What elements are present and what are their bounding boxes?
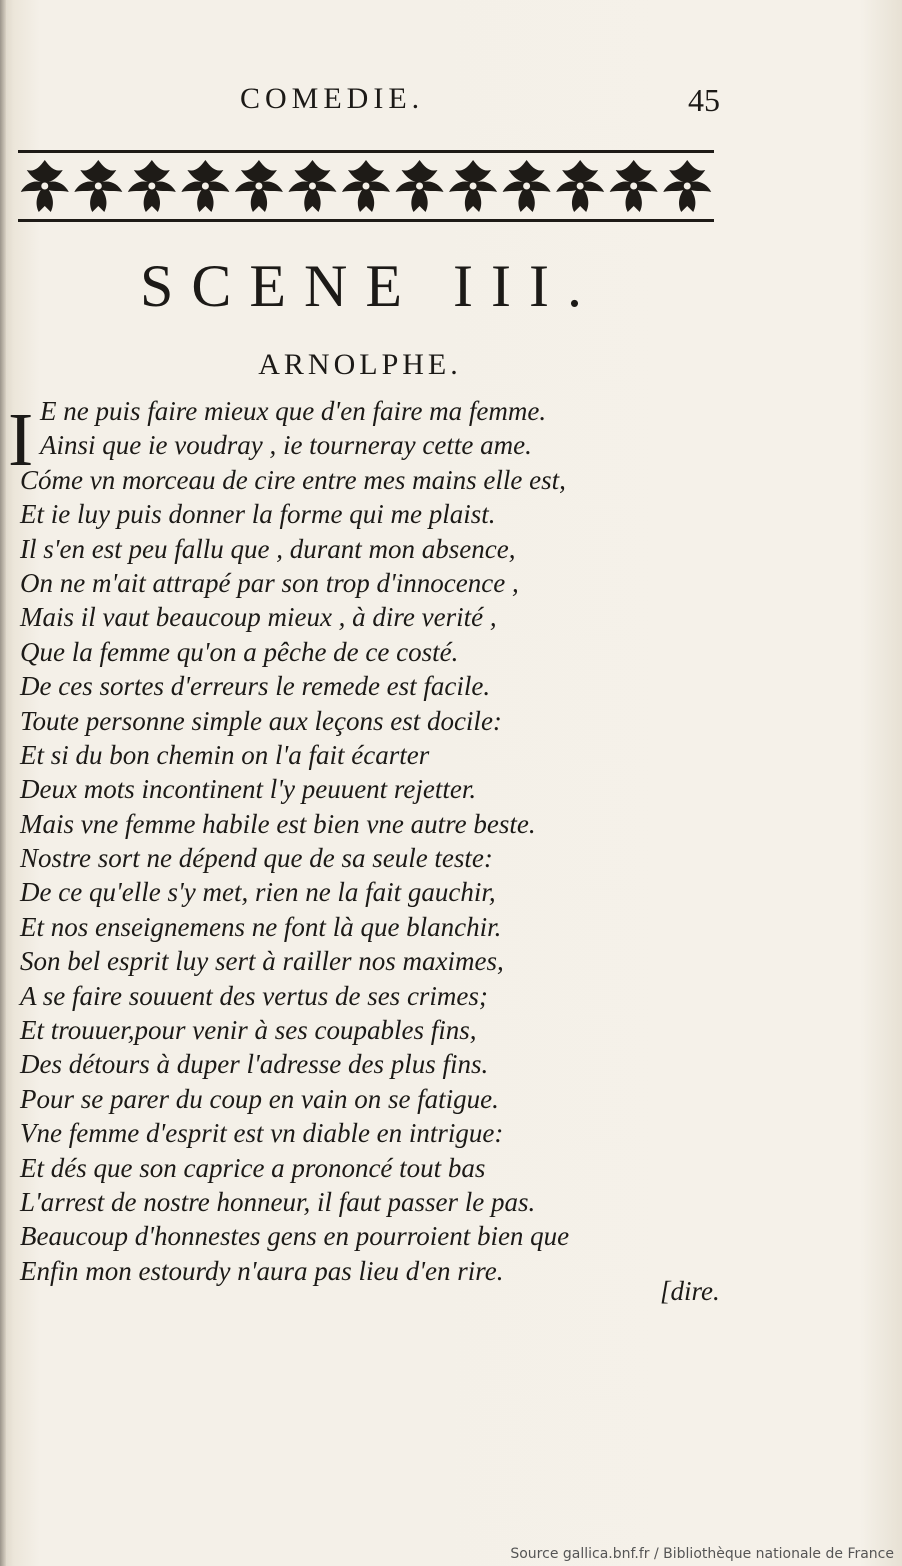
verse-line: Beaucoup d'honnestes gens en pourroient bien que [20,1221,570,1252]
speaker-name: ARNOLPHE. [258,348,462,381]
fleuron-icon [449,160,497,212]
verse-line: Ainsi que ie voudray , ie tourneray cette ame. [40,430,532,461]
verse-line: De ces sortes d'erreurs le remede est facile. [20,671,491,702]
verse-line: Il s'en est peu fallu que , durant mon absence, [20,533,516,564]
fleuron-band-icon [18,150,714,222]
catchword: [dire. [660,1276,720,1306]
verse-line: Cóme vn morceau de cire entre mes mains elle est, [20,464,566,495]
verse-block [20,394,760,1288]
verse-line: Et nos enseignemens ne font là que blanchir. [20,911,502,942]
fleuron-icon [181,160,229,212]
fleuron-icon [396,160,444,212]
fleuron-icon [235,160,283,212]
verse-line: Que la femme qu'on a pêche de ce costé. [20,636,459,667]
verse-line: L'arrest de nostre honneur, il faut passer le pas. [20,1186,536,1217]
verse-line: Et trouuer,pour venir à ses coupables fins, [20,1015,477,1046]
verse-line: On ne m'ait attrapé par son trop d'innocence , [20,567,519,598]
verse-line: Mais vne femme habile est bien vne autre beste. [20,808,536,839]
verse-line: Son bel esprit luy sert à railler nos maximes, [20,946,504,977]
verse-line: Enfin mon estourdy n'aura pas lieu d'en rire. [20,1255,504,1286]
verse-line: Des détours à duper l'adresse des plus fins. [20,1049,489,1080]
verse-line: Nostre sort ne dépend que de sa seule teste: [20,843,493,874]
verse-line: Et dés que son caprice a prononcé tout bas [20,1152,486,1183]
verse-line: Et ie luy puis donner la forme qui me plaist. [20,499,496,530]
source-credit: Source gallica.bnf.fr / Bibliothèque nationale de France [510,1546,894,1562]
scene-title: SCENE III. [140,253,600,319]
verse-line: E ne puis faire mieux que d'en faire ma femme. [40,396,547,426]
page-number: 45 [688,82,720,118]
verse-line: Pour se parer du coup en vain on se fatigue. [20,1083,499,1114]
fleuron-icon [21,160,69,212]
fleuron-icon [342,160,390,212]
fleuron-icon [503,160,551,212]
verse-line: A se faire souuent des vertus de ses crimes; [20,980,488,1011]
running-head: COMEDIE. [240,82,425,115]
verse-line: Vne femme d'esprit est vn diable en intrigue: [20,1118,504,1149]
fleuron-icon [610,160,658,212]
verse-line: Mais il vaut beaucoup mieux , à dire verité , [20,602,497,633]
page-gutter [0,0,6,1566]
verse-line: Et si du bon chemin on l'a fait écarter [20,739,430,770]
verse-line: Toute personne simple aux leçons est docile: [20,705,502,736]
fleuron-icon [74,160,122,212]
verse-line: Deux mots incontinent l'y peuuent rejetter. [20,774,477,805]
drop-cap: I [8,398,34,482]
fleuron-icon [288,160,336,212]
fleuron-icon [128,160,176,212]
fleuron-icon [663,160,711,212]
verse-line: De ce qu'elle s'y met, rien ne la fait gauchir, [20,877,496,908]
fleuron-icon [556,160,604,212]
